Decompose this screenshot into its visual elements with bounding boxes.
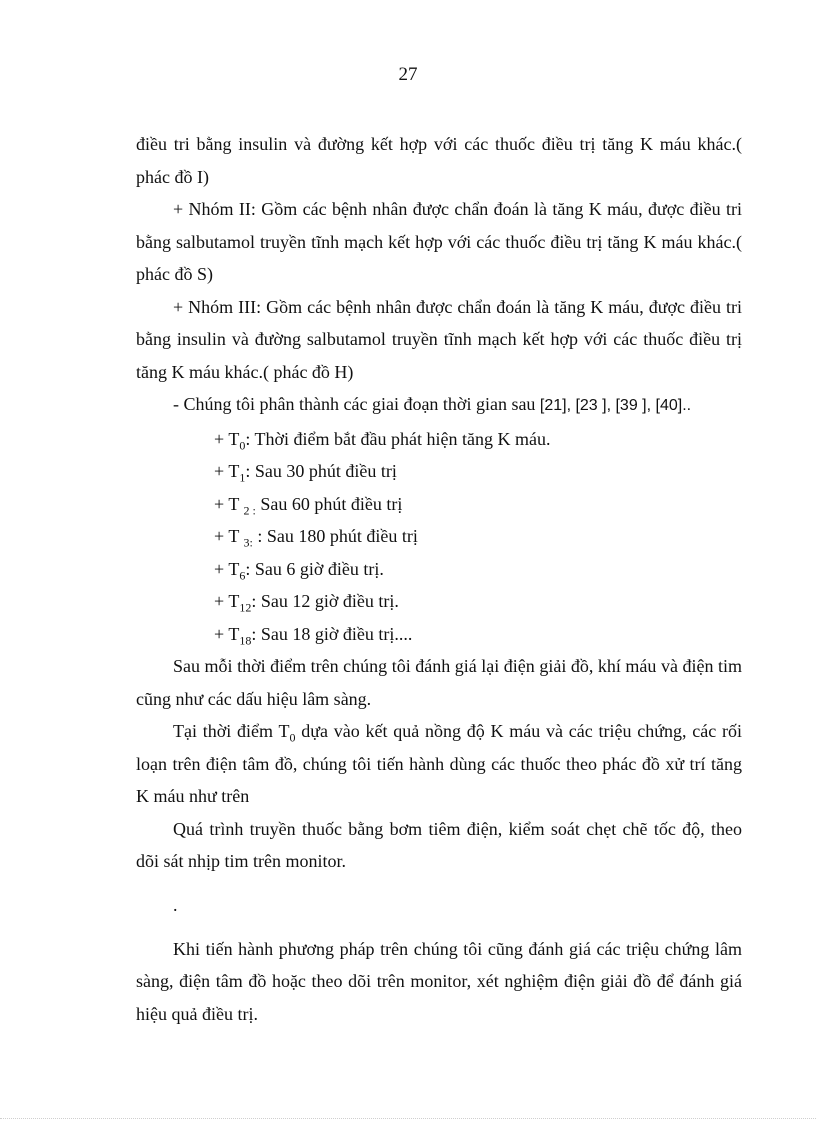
- timeline-text: : Sau 180 phút điều trị: [252, 526, 418, 546]
- timeline-prefix: + T: [214, 558, 240, 579]
- timeline-subscript: 0: [239, 438, 246, 453]
- timeline-text: : Sau 12 giờ điều trị.: [251, 591, 399, 611]
- timeline-item-t12: [214, 585, 742, 618]
- timeline-prefix: + T: [214, 591, 240, 611]
- group-2-paragraph: + Nhóm II: Gồm các bệnh nhân được chẩn đoán là tăng K máu, được điều tri bằng salbutamol truyền tĩnh mạch kết hợp với các thuốc điều trị tăng K máu khác.( phác đồ S): [136, 199, 742, 284]
- timeline-text: : Sau 30 phút điều trị: [245, 461, 397, 481]
- timeline-item-t2: [214, 488, 742, 521]
- timeline-subscript: 18: [239, 633, 252, 648]
- timeline-text: : Sau 18 giờ điều trị....: [251, 623, 413, 644]
- t0-text-rest: dựa vào kết quả nồng độ K máu và các triệu chứng, các rối loạn trên điện tâm đồ, chúng tôi tiến hành dùng các thuốc theo phác đồ xử trí tăng K máu như trên: [136, 721, 743, 806]
- timeline-subscript: 12: [239, 600, 252, 615]
- stages-intro-text: - Chúng tôi phân thành các giai đoạn thời gian sau: [173, 394, 536, 414]
- t0-treatment-paragraph: [136, 715, 742, 813]
- timeline-subscript: 3:: [243, 535, 253, 550]
- t0-text-start: Tại thời điểm T: [173, 721, 290, 741]
- timeline-list: [136, 423, 742, 651]
- stages-references: [21], [23 ], [39 ], [40]..: [535, 397, 692, 414]
- timeline-prefix: + T: [214, 493, 244, 514]
- timeline-text: Sau 60 phút điều trị: [255, 493, 403, 514]
- timeline-prefix: + T: [214, 428, 240, 449]
- t0-subscript: 0: [289, 730, 296, 745]
- page-number: 27: [398, 64, 418, 85]
- timeline-subscript: 1: [239, 470, 246, 485]
- infusion-paragraph: Quá trình truyền thuốc bằng bơm tiêm điện, kiểm soát chẹt chẽ tốc độ, theo dõi sát nhịp tim trên monitor.: [136, 818, 742, 871]
- timeline-item-t0: [214, 423, 742, 456]
- stray-dot: .: [173, 894, 178, 915]
- reassessment-paragraph: Sau mỗi thời điểm trên chúng tôi đánh giá lại điện giải đồ, khí máu và điện tim cũng như các dấu hiệu lâm sàng.: [136, 656, 742, 709]
- timeline-subscript: 2 :: [243, 503, 256, 518]
- timeline-item-t3: [214, 520, 742, 553]
- timeline-prefix: + T: [214, 623, 240, 644]
- timeline-subscript: 6: [239, 568, 246, 583]
- timeline-item-t1: [214, 455, 742, 488]
- intro-continuation: điều tri bằng insulin và đường kết hợp với các thuốc điều trị tăng K máu khác.( phác đồ I): [136, 134, 742, 187]
- timeline-text: : Thời điểm bắt đầu phát hiện tăng K máu.: [245, 428, 551, 449]
- conclusion-paragraph: Khi tiến hành phương pháp trên chúng tôi cũng đánh giá các triệu chứng lâm sàng, điện tâm đồ hoặc theo dõi trên monitor, xét nghiệm điện giải đồ để đánh giá hiệu quả điều trị.: [136, 938, 742, 1024]
- timeline-item-t18: [214, 618, 742, 651]
- stages-intro: [136, 388, 742, 423]
- timeline-prefix: + T: [214, 526, 244, 546]
- group-3-paragraph: + Nhóm III: Gồm các bệnh nhân được chẩn đoán là tăng K máu, được điều tri bằng insulin và đường salbutamol truyền tĩnh mạch kết hợp với các thuốc điều trị tăng K máu khác.( phác đồ H): [136, 296, 742, 382]
- timeline-text: : Sau 6 giờ điều trị.: [245, 558, 384, 579]
- timeline-item-t6: [214, 553, 742, 586]
- document-body: [136, 128, 742, 1030]
- page-bottom-divider: [0, 1118, 816, 1119]
- timeline-prefix: + T: [214, 461, 240, 481]
